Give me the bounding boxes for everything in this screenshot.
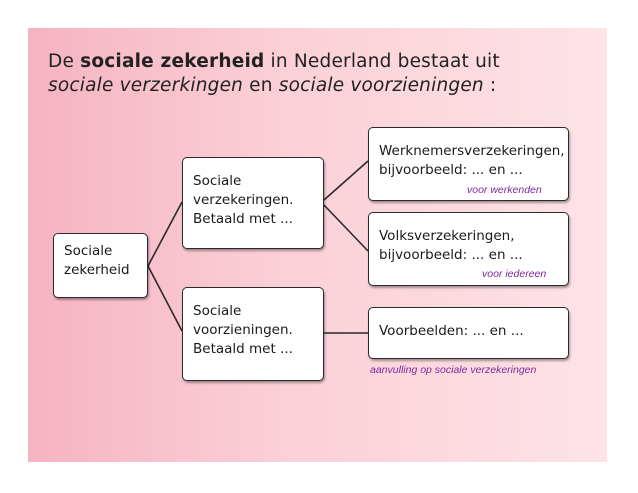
heading-prefix: De [48,51,81,72]
heading-conjunction: en [243,75,279,96]
connector-verzekeringen-to-volks [324,205,368,251]
box-line: Werknemersverzekeringen, [379,143,565,159]
box-sociale-verzekeringen [182,157,324,249]
box-line: voorzieningen. [193,322,293,338]
box-line: Betaald met ... [193,211,293,227]
box-line: Sociale [193,303,242,319]
box-line: Betaald met ... [193,341,293,357]
box-line: bijvoorbeeld: ... en ... [379,247,523,263]
box-voorbeelden [368,307,569,359]
box-line: bijvoorbeeld: ... en ... [379,162,523,178]
heading-term-voorzieningen: sociale voorzieningen [278,75,484,96]
box-line: Volksverzekeringen, [379,228,515,244]
box-sociale-zekerheid [53,233,148,298]
connector-root-to-verzekeringen [148,202,182,266]
box-line: Sociale [64,243,113,259]
heading-suffix: in Nederland bestaat uit [264,51,500,72]
box-line: Sociale [193,173,242,189]
connector-root-to-voorzieningen [148,266,182,331]
connector-verzekeringen-to-werknemers [324,161,368,200]
box-line: verzekeringen. [193,192,294,208]
heading-end: : [483,75,497,96]
box-sociale-voorzieningen [182,287,324,381]
heading-term-verzekeringen: sociale verzerkingen [48,75,244,96]
box-line: zekerheid [64,262,130,278]
note-voor-werkenden: voor werkenden [467,184,542,196]
box-line: Voorbeelden: ... en ... [379,323,524,339]
note-voor-iedereen: voor iedereen [482,268,547,280]
note-aanvulling: aanvulling op sociale verzekeringen [370,364,537,376]
heading-term-sociale-zekerheid: sociale zekerheid [80,51,265,72]
